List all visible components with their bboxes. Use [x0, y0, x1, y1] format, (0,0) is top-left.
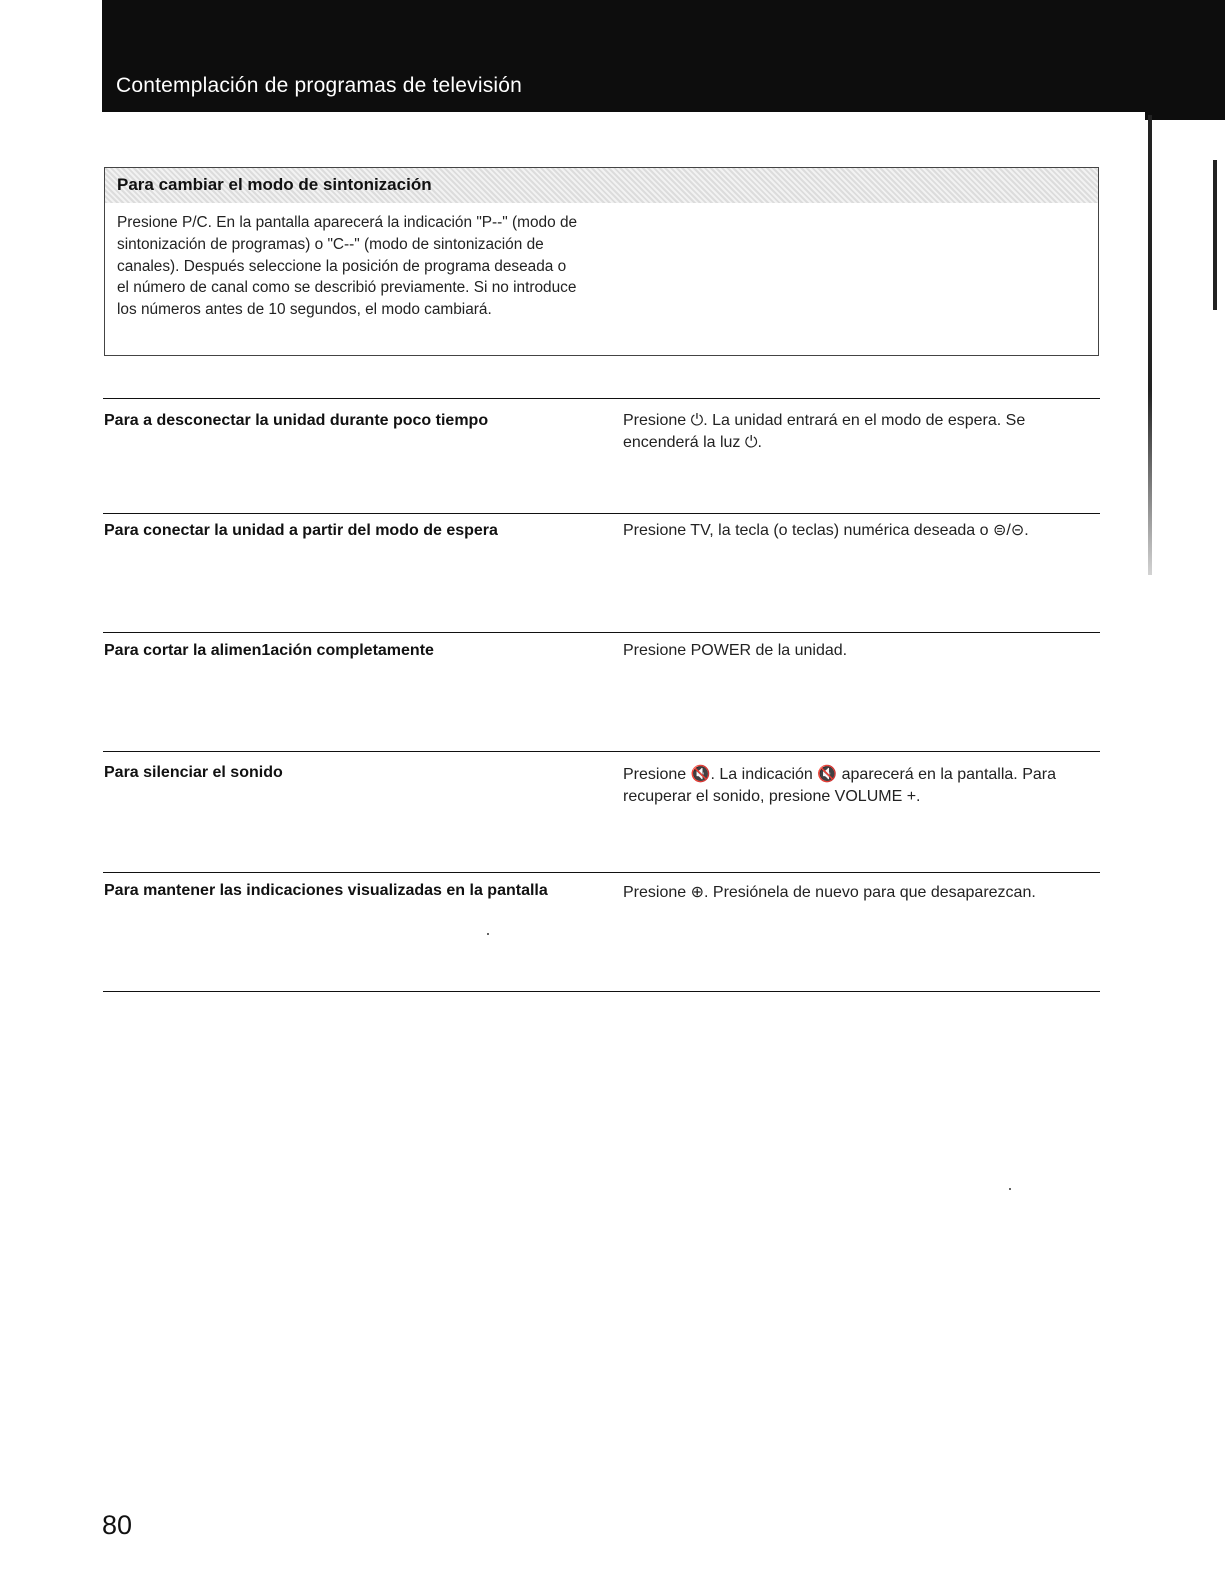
row-divider: [103, 991, 1100, 992]
row-desc-power-on: Presione TV, la tecla (o teclas) numérica deseada o ⊜/⊝.: [623, 522, 1029, 539]
header-margin: [0, 0, 102, 112]
tuning-heading: Para cambiar el modo de sintonización: [117, 175, 432, 194]
speck: [487, 933, 489, 935]
row-label-power-on: Para conectar la unidad a partir del modo de espera: [104, 522, 498, 539]
row-divider: [103, 632, 1100, 633]
page-edge-tab: [1145, 100, 1225, 120]
page-edge-mark: [1213, 160, 1217, 310]
row-divider: [103, 751, 1100, 752]
row-divider: [103, 398, 1100, 399]
row-desc-standby: Presione ⏻. La unidad entrará en el modo de espera. Se encenderá la luz ⏻.: [623, 412, 1026, 451]
page-edge-shadow: [1148, 115, 1152, 575]
row-divider: [103, 872, 1100, 873]
tuning-body: Presione P/C. En la pantalla aparecerá la indicación "P--" (modo de sintonización de programas) o "C--" (modo de sintonización de canales). Después seleccione la posición de programa deseada o el número de canal como se describió previamente. Si no introduce los números antes de 10 segundos, el modo cambiará.: [117, 214, 578, 319]
tuning-mode-box: [104, 167, 1099, 356]
row-label-mute: Para silenciar el sonido: [104, 764, 283, 781]
row-divider: [103, 513, 1100, 514]
row-desc-power-off: Presione POWER de la unidad.: [623, 642, 848, 659]
row-label-power-off: Para cortar la alimen1ación completamente: [104, 642, 434, 659]
page-title: Contemplación de programas de televisión: [116, 74, 523, 97]
page-number: 80: [102, 1510, 133, 1540]
row-label-hold-display: Para mantener las indicaciones visualizadas en la pantalla: [104, 882, 548, 899]
row-label-standby: Para a desconectar la unidad durante poco tiempo: [104, 412, 489, 429]
row-desc-mute: Presione 🔇. La indicación 🔇 aparecerá en la pantalla. Para recuperar el sonido, presione VOLUME +.: [623, 766, 1056, 805]
row-desc-hold-display: Presione ⊕. Presiónela de nuevo para que desaparezcan.: [623, 884, 1036, 901]
speck: [1009, 1188, 1011, 1190]
